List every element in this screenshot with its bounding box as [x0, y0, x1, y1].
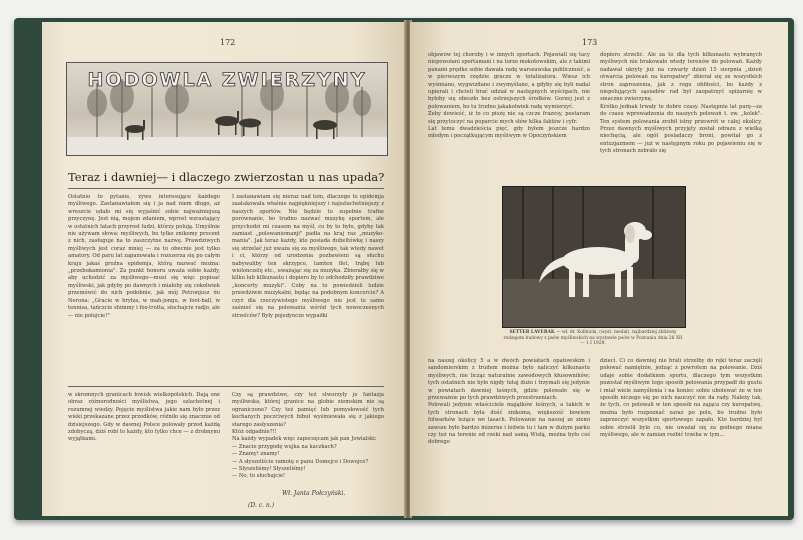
right-column-2-bottom: dzieci. Ci co dawniej nie brali strzelby do ręki teraz zaczęli polować namiętnie, jedząc z powrotem na polowanie. Dziś udaje sobie dodatkiem sportu, dlaczego tym wszystkim pozostał myśliwym tego sposób polowania przypadł do gustu i miał wiele zamyślenia i na koniec sobie ubolewać że w ten sposób niczego się po nich nauczyć nie da rady. Należy tak, że tych, co polowali w ten sposób na zająca czy kuropatwę, można było rozpoznać zaraz po polu, bo trudno było zaprzeczyć wszystkim sportowego zapału. Kto bardziej był sobie strzelił byle co, nie uważał się za godnego miana myśliwego, ale w zamian rozbić trzeba w tym...	[600, 358, 762, 439]
heading-rule	[68, 188, 384, 189]
right-column-1-top: objawów tej choroby i w innych sportach. Pojawiali się tacy niepowołani sportamani i na torze mokotowskim, ale z takimi panami prędko sobie dawała radę warszawska publiczność, a w pierwszym rzędzie gracze w totalizatora. Wiesz ich wyśmiano, wygwizdano i zwymyślano, a gdyby się byli nadal upierali i chcieli brać udział w następnych wyścigach, nie byłoby się obeszło bez ostrzejszych środków. Gorzej jest z polowaniem, bo tu trudno jakakolwiek radę wymierzyć. Żeby dowieść, iż to co piszę nie są czcze frazesy, postaram się przytoczyć na poparcie mych słów kilka faktów i cyfr. Lat temu dwadzieścia pięć, gdy byłem jeszcze bardzo młodym i początkującym myśliwym w Opoczyńskiem	[428, 52, 590, 140]
page-number-right: 173	[582, 38, 598, 47]
photo-caption-title: SETTER LAVERAK	[509, 330, 555, 335]
photo-caption	[502, 330, 684, 347]
photo-caption-text: — wł. dr. Kollnicki, (wyst. medal). najbardziej zbliżony rodzajem budowy z psów myśliwskich na wystawie psów w Poznaniu dnia 26 XII — 1 I 1929.	[503, 330, 683, 347]
hunting-banner-illustration	[66, 62, 388, 156]
right-page	[410, 22, 788, 516]
left-column-1-bottom: w skromnych granicach łowisk wielkopolskich. Dają one obraz różnorodności myślistwa, jego szlachetnej i rozumnej wiedzy. Pojęcie myślistwa jakie nam było przez wieki przekazane przez przodków, różniło się znacznie od dzisiejszego. Gdy w dawnej Polsce polowały przed każdą zdobyczą, dziś robi to każdy, kto tylko chce — z drobnymi wyjątkami.	[68, 392, 220, 443]
page-number-left: 172	[220, 38, 236, 47]
left-column-2-bottom: Czy są prawdziwe, czy też stworzyły je fantazja myśliwska, której granice na globie ziemskim nie są ograniczone? Czy też pamięć lub pomysłowość tych kochanych poczciwych bibuł wyśmiewała się z jakiego starego zasłyszenia? Któż odgadnie?!! Na każdy wypadek więc zapoczęcam jak pan Jowialski: — Znacie przygodę wujka na kaczkach? — Znamy! znamy! — A słyszeliście ramotę o panu Domejce i Dowejce? — Słyszeliśmy! Słyszeliśmy! — No, to słuchajcie!	[232, 392, 384, 480]
setter-dog-photo	[502, 186, 686, 328]
left-page	[42, 22, 406, 516]
mid-rule	[68, 386, 384, 387]
left-column-1-top: Ostatnio to pytanie, żywo interesujące każdego myśliwego. Zastanawiałem się i ja nad niem długo, aż wreszcie udało mi się wyjaśnić sobie najważniejszą przyczynę. Jest nią, mojem zdaniem, wprost wzrastający w ostatnich latach przyrost ludzi, którzy polują. Umyślnie nie używam słowa: myśliwych, bo tylko znikomy procent z nich, zasługuje na to zaszczytne nazwę. Prawdziwych myśliwych jest coraz mniej — za to obecnie jest tylko amatory. Od paru lat zapanowała i rozszerza się po całym kraju jakaś groźna epidemja, którą nazwać można: „przebukamionia". Za punkt honoru uważa sobie każdy, aby uchodzić za myśliwego—musi się więc popisać myśliwski, jak gdyby po dawnych i miałoby się cokolwiek przemówić do nich podobnie, jak mój Petronjusz do Nerona: „Gracie w bryłza, w mah-jongu, w foot-ball, w tennisa, tańczcie shimmy i fox-trotta, słuchajcie radjo, ale — nie polujcie!"	[68, 194, 220, 319]
dog-illustration	[503, 187, 685, 327]
right-column-2-top: dopiero strzelić. Ale za to dla tych kilkunastu wybranych myśliwych nie brakowało wtedy terenów do polowań. Każdy nadawał ukryty już na czwarty dzień 15 sierpnia „dzień otwarcia polowań na kuropatwy" zbierał się ze wszystkich stron zaproszenia, jak z rogu obfitości, bo każdy z niepolujących sąsiadów rad był zaopatrzyć spiżarnię w smaczne zwierzynę. Krótko jednak trwały te dobre czasy. Następnie lat parę—za do czasu wprowadzenia do naszych polowań t. zw. „kolek". Ten system polowania zrobił istny przewrót w całej okolicy. Przez dawnych myśliwych przyjęty został odrazu z wielką niechęcią, ale ogół posiadaczy broni, powitał go z entuzjazmem — już w następnym roku po pojawieniu się w tych stronach zebrało się	[600, 52, 762, 155]
continued-note: (D. c. n.)	[248, 502, 275, 509]
left-column-2-top: I zastanawiam się nieraz nad tem, dlaczego to epidemja zaatakowała właśnie najpiękniejszy i najszlachetniejszy z naszych sportów. Nie będzie to zupełnie trafne porównanie, bo trudno nazwać muzykę sportem, ale przychodzi mi czasem na myśl, co by to było, gdyby tak zamiast „polowaniomanji" padła na kraj raz „muzyko-mania". Jak teraz każdy, kto posiada dubeltówkę i naszy się strzelać już uważa się za myśliwego, tak wtedy nawet i ci, którzy od urodzenia pozbawieni są słuchu nabywaliby ten skrzypce, tamten flet, trąbę lub wiolonczelę etc., uważając się za muzyka. Zbierałby się w kilku lub kilkunastu i dopiero by to odchodziły prawdziwe „koncerty muzyki". Coby na to powiedzieli ludzie prawdziwie muzykalni, będąc na podobnym koncercie? A czyż dla rzeczywistego myśliwego nie jest to samo zaśnieć się na polowaniu wśród tych nowoczesnych strzelców? Były pojedyncze wypadki	[232, 194, 384, 319]
article-heading: Teraz i dawniej— i dlaczego zwierzostan u nas upada?	[68, 170, 385, 184]
author-signature: Wł. Janta Połczyński.	[282, 490, 346, 497]
banner-title: HODOWLA ZWIERZYNY	[87, 69, 367, 91]
right-column-1-bottom: na naszej okolicy 5 a w dwóch powiatach opatowskim i sandomierskim z trudem można było naliczyć kilkunastu myśliwych, nie licząc naturalnie zawodowych kłusowników; tych ostatnich nie było nigdy tutaj dużo i trzymali się jedynie w powiatach dawniej leśnych, gdzie polowało się w przeważnie po tych prawdziwych przestrzeniach. Polowali jedynie właściciele majątków leśnych, a takich w tych stronach była dość znikoma, większość bowiem folwarków leżące we lasach. Polowanie na naszej ze ziemi zawsze było bardzo mizerne i ledwie tu i tam w dużym parku czy też na terenie od rzeki nad samą Wisłą, można było coś dobrego	[428, 358, 590, 446]
